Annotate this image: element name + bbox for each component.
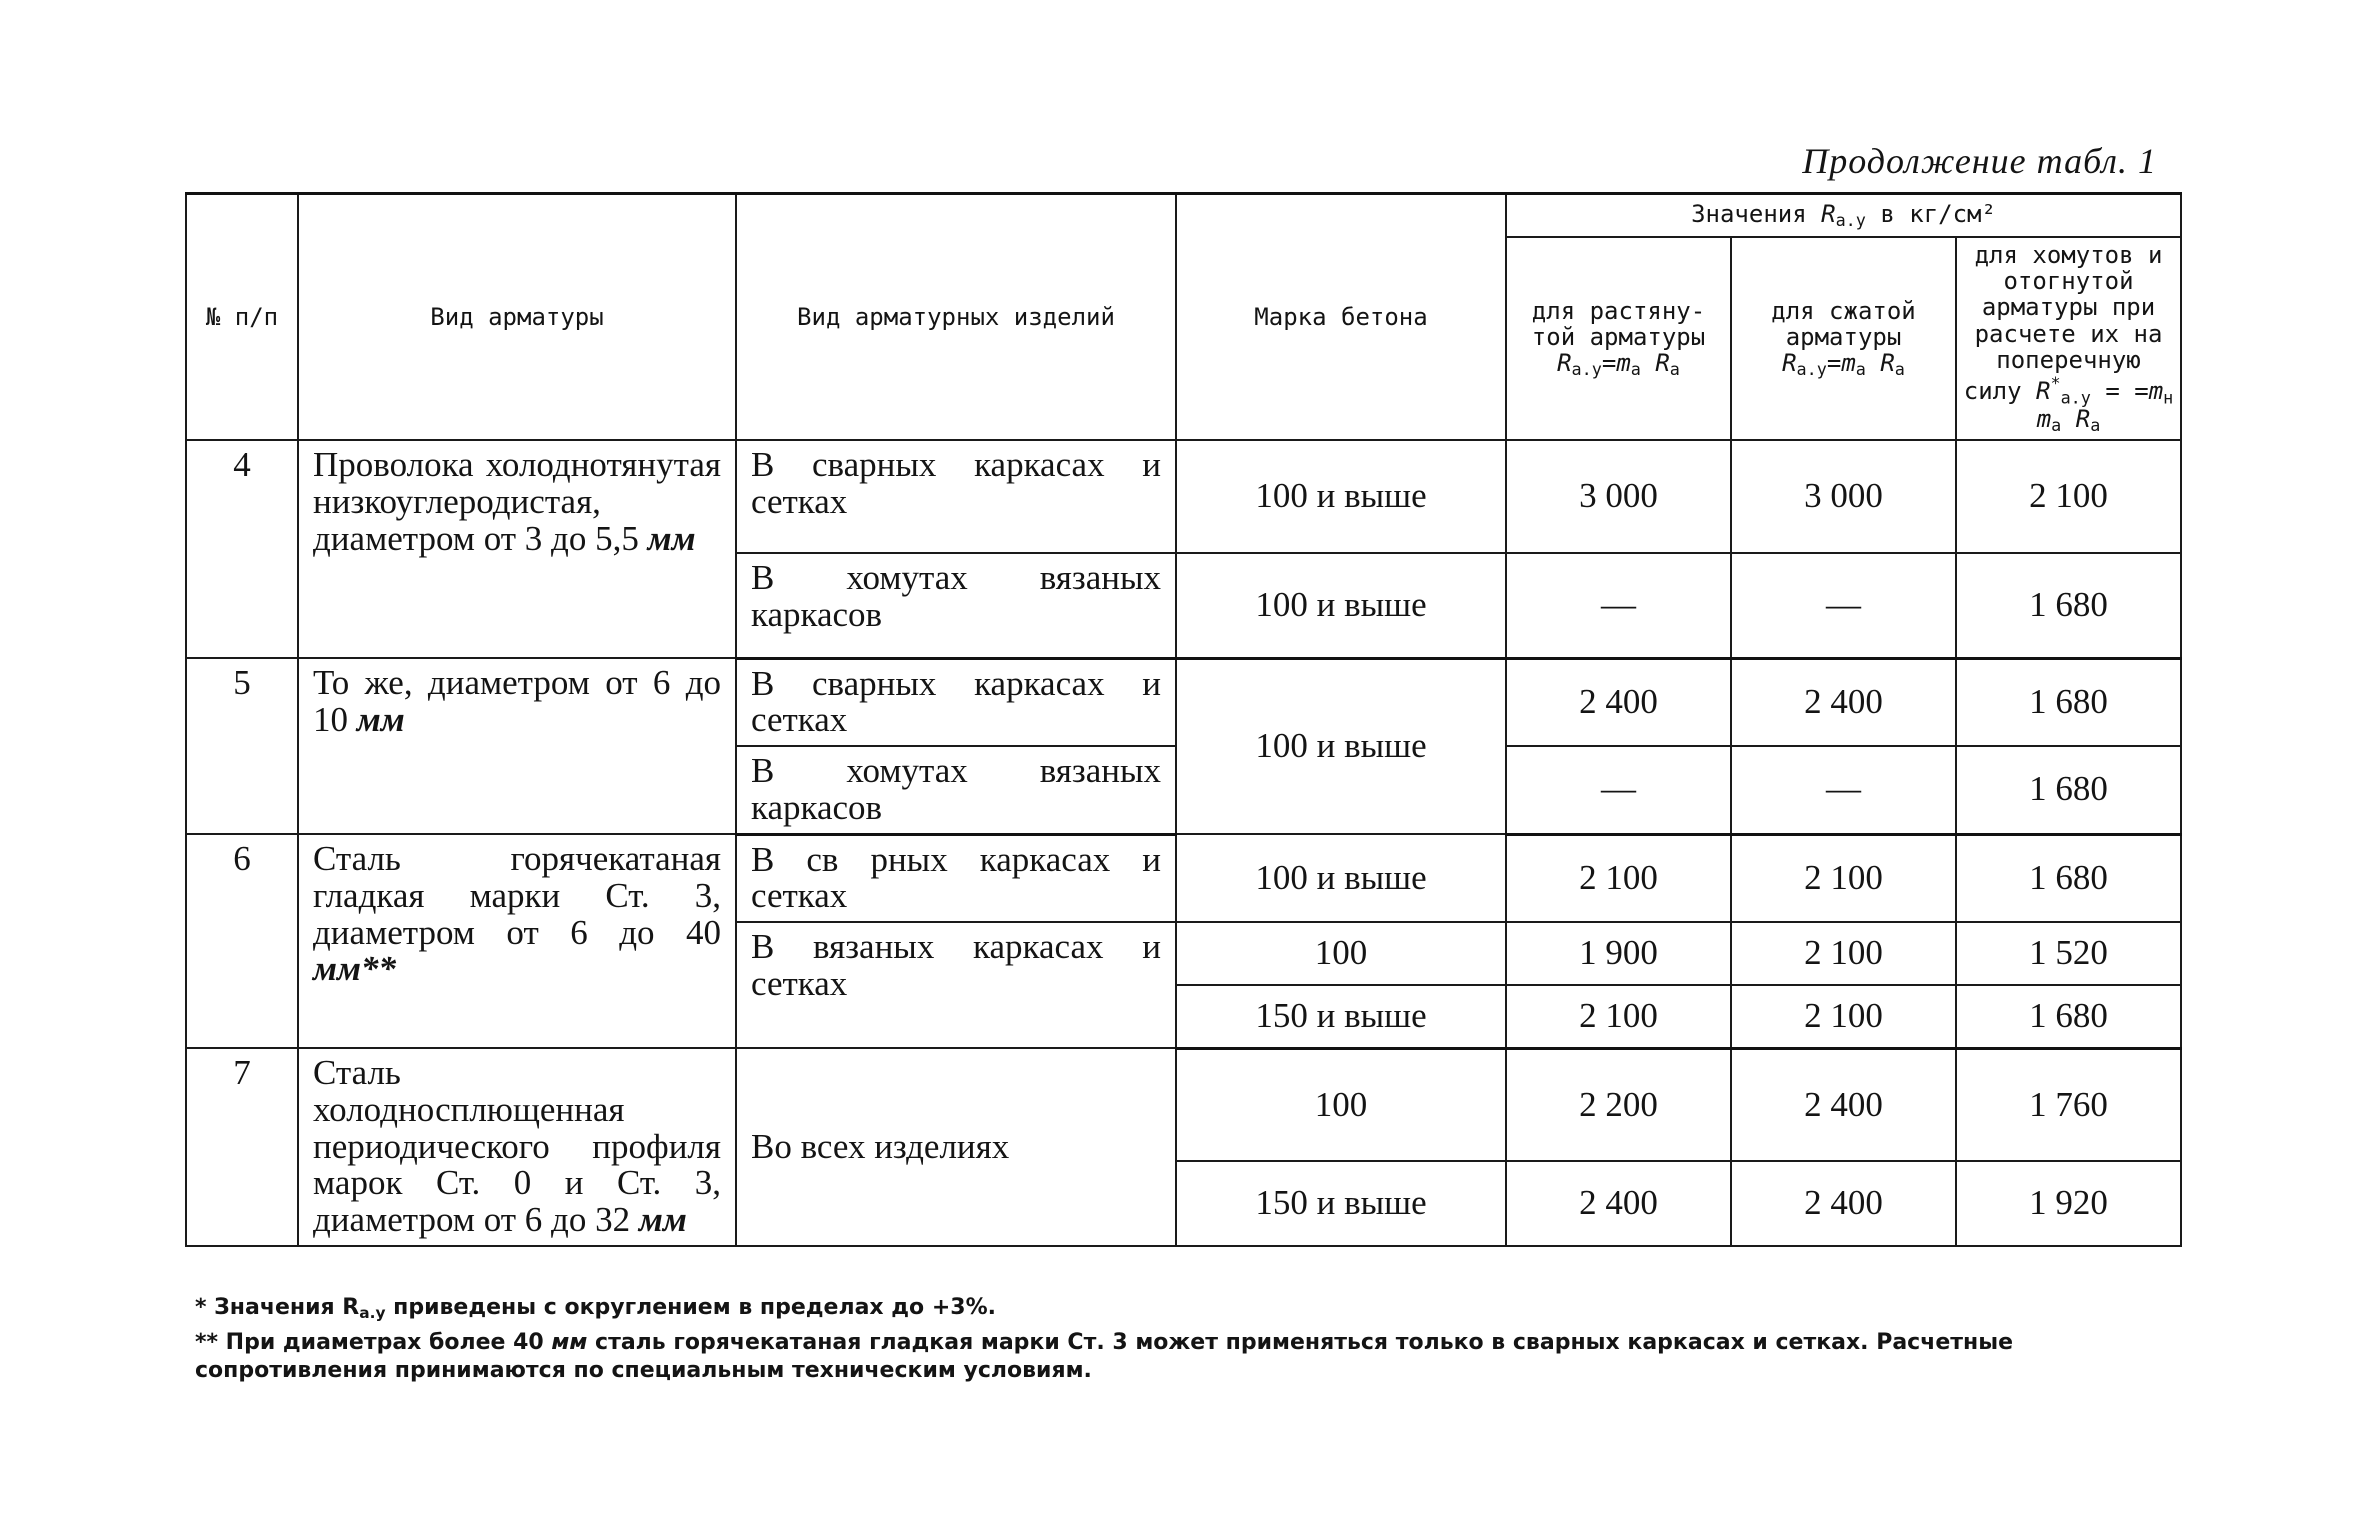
value-tension: 2 100: [1506, 834, 1731, 922]
table-row: [186, 1048, 2181, 1161]
value-stirrups: 1 680: [1956, 746, 2181, 834]
header-values-a: Значения: [1691, 200, 1822, 228]
value-compression: 2 100: [1731, 922, 1956, 985]
value-compression: —: [1731, 553, 1956, 658]
concrete-grade: 100 и выше: [1176, 834, 1506, 922]
header-concrete: Марка бетона: [1176, 194, 1506, 441]
armature-type: Сталь горячекатаная гладкая марки Ст. 3, диаметром от 6 до 40 мм**: [298, 834, 736, 1048]
value-tension: 2 200: [1506, 1048, 1731, 1161]
value-compression: —: [1731, 746, 1956, 834]
table-caption: Продолжение табл. 1: [1802, 141, 2157, 181]
header-stirrups: для хомутов и отогнутой арматуры при расчете их на поперечную силу $R^*_{а.у} = =m_н$ $m_а$ $R_а$: [1956, 237, 2181, 440]
header-products: Вид арматурных изделий: [736, 194, 1176, 441]
value-compression: 2 100: [1731, 834, 1956, 922]
value-tension: 3 000: [1506, 440, 1731, 553]
table-row: [186, 834, 2181, 922]
value-compression: 2 400: [1731, 658, 1956, 746]
product-type: В хомутах вязаных каркасов: [736, 553, 1176, 658]
concrete-grade: 100 и выше: [1176, 440, 1506, 553]
concrete-grade: 150 и выше: [1176, 1161, 1506, 1245]
row-number: 6: [186, 834, 298, 1048]
header-compression: для сжатой арматуры $R_{а.у}=m_а$ $R_а$: [1731, 237, 1956, 440]
concrete-grade: 150 и выше: [1176, 985, 1506, 1048]
table-row: [186, 440, 2181, 553]
value-stirrups: 1 760: [1956, 1048, 2181, 1161]
row-number: 5: [186, 658, 298, 834]
value-compression: 2 400: [1731, 1161, 1956, 1245]
value-compression: 2 400: [1731, 1048, 1956, 1161]
armature-type: То же, диаметром от 6 до 10 мм: [298, 658, 736, 834]
header-armature: Вид арматуры: [298, 194, 736, 441]
row-number: 7: [186, 1048, 298, 1246]
value-tension: —: [1506, 746, 1731, 834]
concrete-grade: 100: [1176, 922, 1506, 985]
concrete-grade: 100: [1176, 1048, 1506, 1161]
footnotes: [195, 1294, 2185, 1390]
value-stirrups: 1 680: [1956, 834, 2181, 922]
value-stirrups: 1 680: [1956, 553, 2181, 658]
value-compression: 3 000: [1731, 440, 1956, 553]
reinforcement-table: [185, 192, 2182, 1247]
concrete-grade: 100 и выше: [1176, 553, 1506, 658]
footnote-2: ** При диаметрах более 40 мм сталь горячекатаная гладкая марки Ст. 3 может применяться только в сварных каркасах и сетках. Расчетные сопротивления принимаются по специальным техническим условиям.: [195, 1330, 2014, 1383]
table-row: [186, 658, 2181, 746]
value-compression: 2 100: [1731, 985, 1956, 1048]
value-tension: 2 400: [1506, 1161, 1731, 1245]
row-number: 4: [186, 440, 298, 658]
concrete-grade: 100 и выше: [1176, 658, 1506, 834]
product-type: В сварных каркасах и сетках: [736, 658, 1176, 746]
value-stirrups: 1 680: [1956, 985, 2181, 1048]
header-values-b: в кг/см²: [1865, 200, 1996, 228]
value-tension: 2 400: [1506, 658, 1731, 746]
product-type: Во всех изделиях: [736, 1048, 1176, 1246]
product-type: В св рных каркасах и сетках: [736, 834, 1176, 922]
armature-type: Сталь холодносплющенная периодического профиля марок Ст. 0 и Ст. 3, диаметром от 6 до 32 мм: [298, 1048, 736, 1246]
table-header-row: [186, 194, 2181, 237]
value-tension: 2 100: [1506, 985, 1731, 1048]
product-type: В хомутах вязаных каркасов: [736, 746, 1176, 834]
value-stirrups: 1 920: [1956, 1161, 2181, 1245]
product-type: В сварных каркасах и сетках: [736, 440, 1176, 553]
header-num: № п/п: [186, 194, 298, 441]
value-tension: 1 900: [1506, 922, 1731, 985]
footnote-1: * Значения $R_{a.y}$ приведены с округлением в пределах до +3%.: [195, 1295, 996, 1322]
value-stirrups: 2 100: [1956, 440, 2181, 553]
value-stirrups: 1 680: [1956, 658, 2181, 746]
value-tension: —: [1506, 553, 1731, 658]
product-type: В вязаных каркасах и сетках: [736, 922, 1176, 1048]
header-tension: для растяну-той арматуры $R_{а.у}=m_а$ $R_а$: [1506, 237, 1731, 440]
armature-type: Проволока холоднотянутая низкоуглеродистая, диаметром от 3 до 5,5 мм: [298, 440, 736, 658]
value-stirrups: 1 520: [1956, 922, 2181, 985]
header-values-group: Значения $R_{а.у}$ в кг/см²: [1506, 194, 2181, 237]
